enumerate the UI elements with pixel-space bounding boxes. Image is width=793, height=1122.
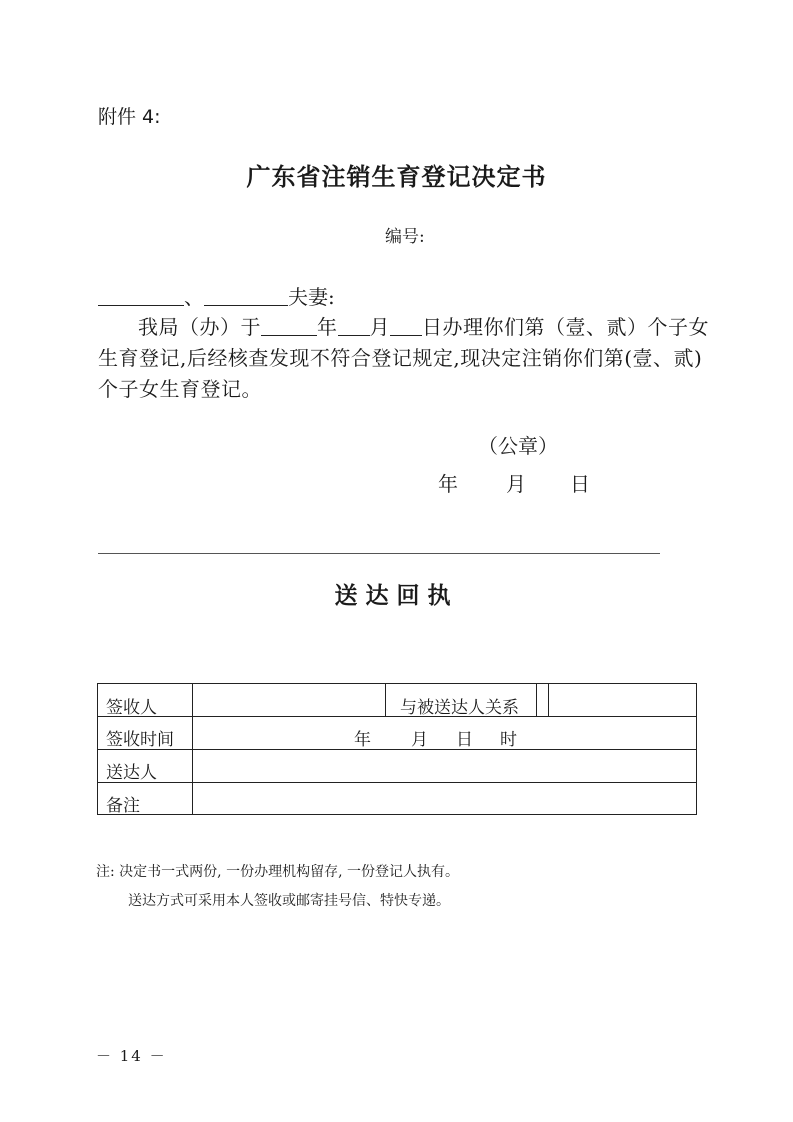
deliverer-field[interactable]	[196, 752, 692, 780]
day-blank[interactable]	[390, 314, 422, 336]
remark-field[interactable]	[196, 785, 692, 813]
body-line1-end: 日办理你们第（壹、贰）个子女	[422, 315, 709, 339]
body-line-1	[138, 311, 709, 340]
page-number: － 14 －	[96, 1047, 167, 1065]
deliverer-label: 送达人	[106, 763, 157, 783]
signer-field[interactable]	[196, 686, 382, 714]
note-line-1: 注: 决定书一式两份, 一份办理机构留存, 一份登记人执有。	[96, 864, 459, 880]
form-column-divider	[385, 684, 386, 716]
signature-date	[438, 468, 590, 497]
tear-off-line	[98, 553, 660, 554]
addressee-line	[98, 281, 335, 310]
form-column-divider	[536, 684, 537, 716]
sign-time-label: 签收时间	[106, 730, 174, 750]
name-blank-1[interactable]	[98, 284, 184, 306]
month-blank[interactable]	[338, 314, 370, 336]
body-year-label: 年	[317, 315, 338, 339]
body-month-label: 月	[369, 315, 390, 339]
year-blank[interactable]	[261, 314, 317, 336]
form-column-divider	[548, 684, 549, 716]
note-line-2: 送达方式可采用本人签收或邮寄挂号信、特快专递。	[128, 893, 450, 909]
signer-label: 签收人	[106, 698, 157, 718]
form-row-divider	[98, 782, 696, 783]
relation-label: 与被送达人关系	[400, 698, 519, 718]
form-row-divider	[98, 749, 696, 750]
body-line1-start: 我局（办）于	[138, 315, 261, 339]
relation-field[interactable]	[552, 686, 692, 714]
form-label-column-divider	[192, 684, 193, 814]
document-number-label: 编号:	[385, 227, 425, 247]
sign-time-year: 年	[354, 730, 371, 750]
remark-label: 备注	[106, 796, 140, 816]
name-blank-2[interactable]	[204, 284, 288, 306]
receipt-form	[97, 683, 697, 815]
sign-time-month: 月	[411, 730, 428, 750]
date-month: 月	[506, 472, 526, 496]
date-year: 年	[438, 472, 458, 496]
receipt-title: 送达回执	[334, 582, 459, 609]
couple-label: 夫妻:	[288, 285, 335, 309]
body-line-2: 生育登记,后经核查发现不符合登记规定,现决定注销你们第(壹、贰)	[98, 346, 703, 370]
date-day: 日	[570, 472, 590, 496]
body-line-3: 个子女生育登记。	[98, 377, 262, 401]
document-title: 广东省注销生育登记决定书	[246, 162, 547, 191]
official-seal-label: （公章）	[478, 434, 558, 458]
name-separator: 、	[184, 285, 204, 309]
sign-time-hour: 时	[500, 730, 517, 750]
form-row-divider	[98, 716, 696, 717]
attachment-label: 附件 4:	[98, 106, 161, 128]
sign-time-day: 日	[456, 730, 473, 750]
